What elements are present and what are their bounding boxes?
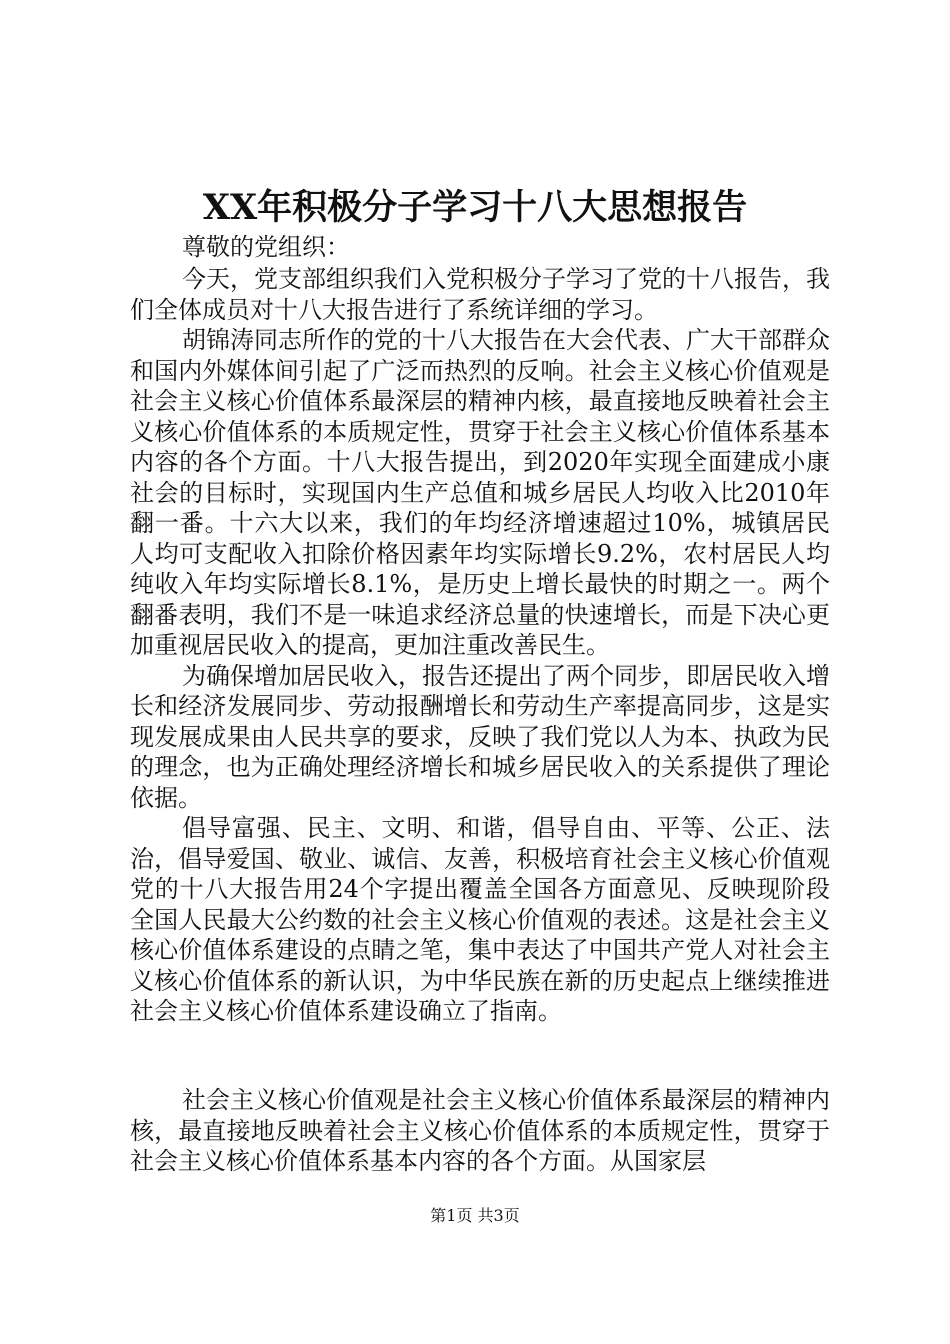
paragraph-intro: 今天，党支部组织我们入党积极分子学习了党的十八报告，我们全体成员对十八大报告进行了系统详细的学习。 bbox=[130, 265, 830, 324]
document-title: XX年积极分子学习十八大思想报告 bbox=[202, 187, 748, 228]
salutation: 尊敬的党组织： bbox=[182, 233, 350, 261]
paragraph-value-system: 社会主义核心价值观是社会主义核心价值体系最深层的精神内核，最直接地反映着社会主义核心价值体系的本质规定性，贯穿于社会主义核心价值体系基本内容的各个方面。从国家层 bbox=[130, 1086, 830, 1175]
document-body-continued bbox=[130, 1085, 830, 1177]
paragraph-report-response: 胡锦涛同志所作的党的十八大报告在大会代表、广大干部群众和国内外媒体间引起了广泛而热烈的反响。社会主义核心价值观是社会主义核心价值体系最深层的精神内核，最直接地反映着社会主义核心价值体系的本质规定性，贯穿于社会主义核心价值体系基本内容的各个方面。十八大报告提出，到2020年实现全面建成小康社会的目标时，实现国内生产总值和城乡居民人均收入比2010年翻一番。十六大以来，我们的年均经济增速超过10%，城镇居民人均可支配收入扣除价格因素年均实际增长9.2%，农村居民人均纯收入年均实际增长8.1%，是历史上增长最快的时期之一。两个翻番表明，我们不是一味追求经济总量的快速增长，而是下决心更加重视居民收入的提高，更加注重改善民生。 bbox=[130, 326, 830, 659]
document-body bbox=[130, 264, 830, 1027]
paragraph-core-values: 倡导富强、民主、文明、和谐，倡导自由、平等、公正、法治，倡导爱国、敬业、诚信、友善，积极培育社会主义核心价值观党的十八大报告用24个字提出覆盖全国各方面意见、反映现阶段全国人民最大公约数的社会主义核心价值观的表述。这是社会主义核心价值体系建设的点睛之笔，集中表达了中国共产党人对社会主义核心价值体系的新认识，为中华民族在新的历史起点上继续推进社会主义核心价值体系建设确立了指南。 bbox=[130, 814, 830, 1025]
page-footer: 第1页 共3页 bbox=[430, 1206, 520, 1225]
paragraph-income-growth: 为确保增加居民收入，报告还提出了两个同步，即居民收入增长和经济发展同步、劳动报酬增长和劳动生产率提高同步，这是实现发展成果由人民共享的要求，反映了我们党以人为本、执政为民的理念，也为正确处理经济增长和城乡居民收入的关系提供了理论依据。 bbox=[130, 661, 830, 812]
